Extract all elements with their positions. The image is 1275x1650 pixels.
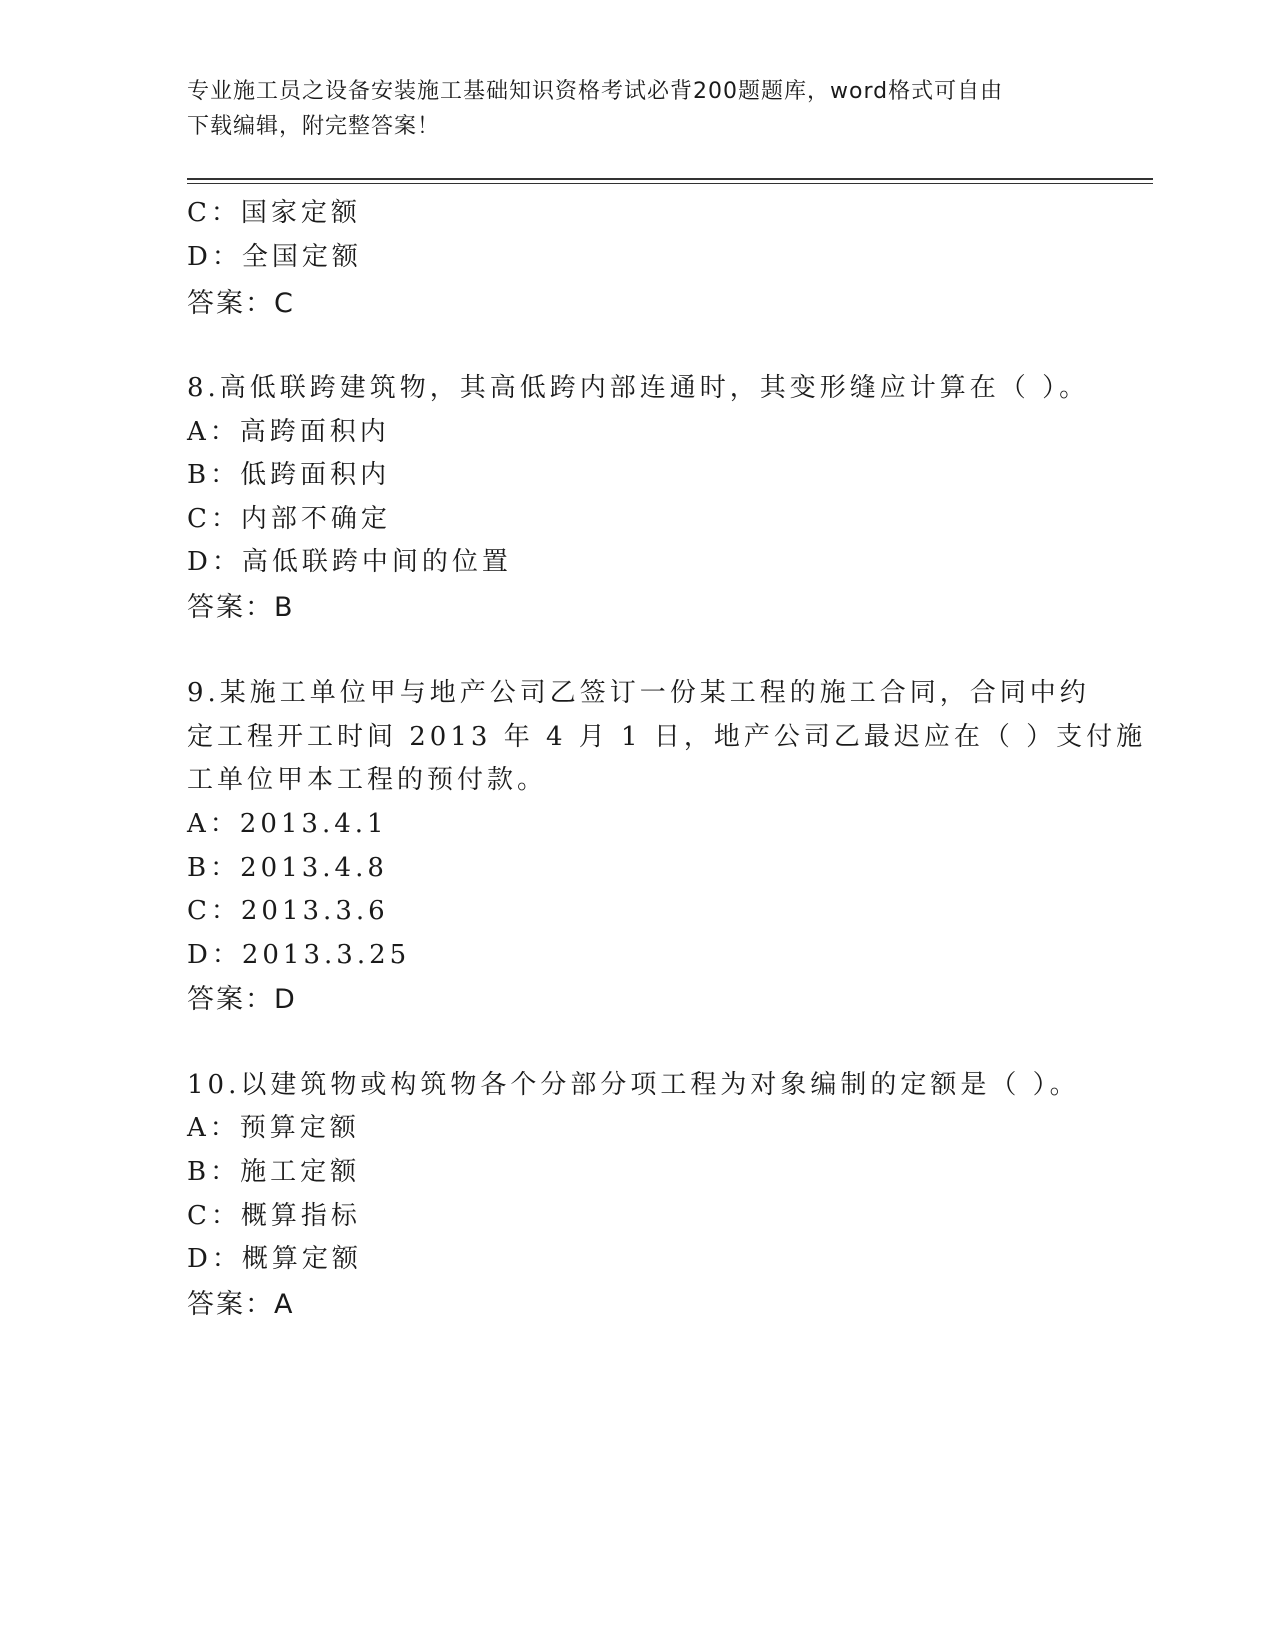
q7-answer: 答案：C	[187, 288, 295, 319]
q8-option-a: A：高跨面积内	[187, 417, 390, 447]
q7-option-c: C：国家定额	[187, 198, 361, 228]
q10-stem: 10.以建筑物或构筑物各个分部分项工程为对象编制的定额是（ ）。	[187, 1070, 1080, 1100]
q10-option-a: A：预算定额	[187, 1113, 360, 1143]
q10-option-b: B：施工定额	[187, 1157, 361, 1187]
q8-answer: 答案：B	[187, 592, 295, 623]
q9-option-a: A：2013.4.1	[187, 809, 388, 839]
q9-stem-line-2: 定工程开工时间 2013 年 4 月 1 日，地产公司乙最迟应在（ ）支付施	[187, 722, 1147, 752]
q9-answer: 答案：D	[187, 984, 297, 1015]
q9-stem-line-1: 9.某施工单位甲与地产公司乙签订一份某工程的施工合同，合同中约	[187, 678, 1090, 708]
q8-option-d: D：高低联跨中间的位置	[187, 547, 512, 577]
q7-option-d: D：全国定额	[187, 242, 362, 272]
header-divider-thin	[187, 183, 1153, 184]
q9-option-b: B：2013.4.8	[187, 853, 388, 883]
q9-option-d: D：2013.3.25	[187, 940, 411, 970]
q10-option-d: D：概算定额	[187, 1244, 362, 1274]
q8-option-b: B：低跨面积内	[187, 460, 391, 490]
q9-stem-line-3: 工单位甲本工程的预付款。	[187, 765, 548, 795]
document-header	[187, 74, 1067, 144]
q9-option-c: C：2013.3.6	[187, 896, 389, 926]
q10-answer: 答案：A	[187, 1289, 295, 1320]
q8-option-c: C：内部不确定	[187, 504, 391, 534]
q8-stem: 8.高低联跨建筑物，其高低跨内部连通时，其变形缝应计算在（ ）。	[187, 373, 1090, 403]
q10-option-c: C：概算指标	[187, 1201, 361, 1231]
header-divider-thick	[187, 178, 1153, 180]
header-title-line-2: 下载编辑，附完整答案！	[187, 114, 441, 139]
header-title-line-1: 专业施工员之设备安装施工基础知识资格考试必背200题题库，word格式可自由	[187, 79, 1004, 104]
